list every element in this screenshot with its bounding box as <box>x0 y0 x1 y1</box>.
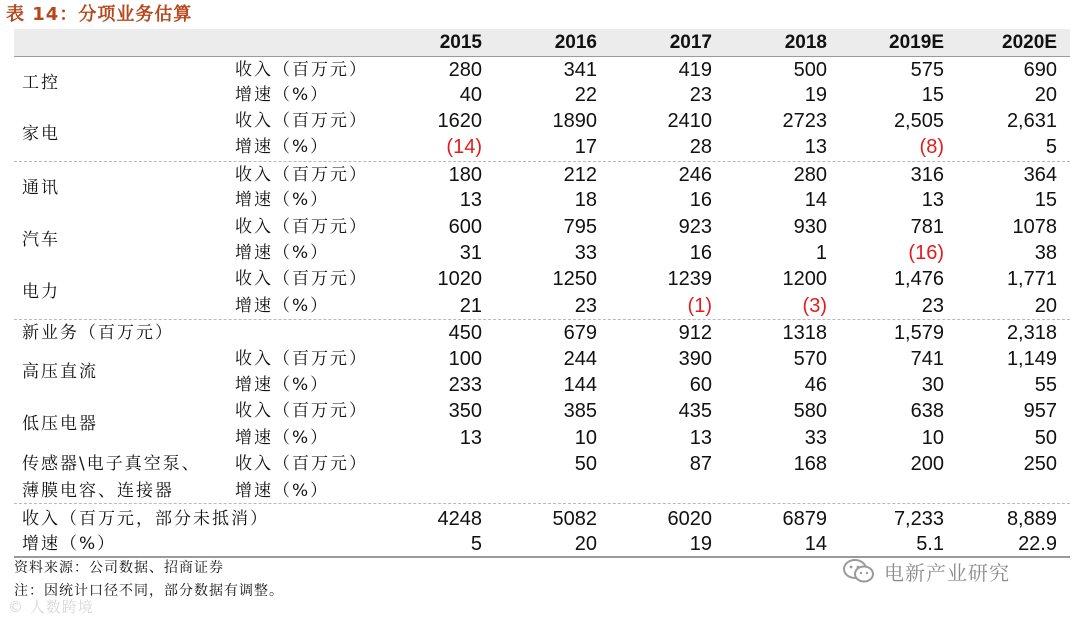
table-cell: 50 <box>1034 427 1057 449</box>
table-cell: 1020 <box>437 268 482 290</box>
table-cell: 690 <box>1023 59 1057 81</box>
table-row <box>0 266 1080 302</box>
table-cell: 40 <box>459 84 482 106</box>
table-cell: 15 <box>921 84 944 106</box>
table-cell: 250 <box>1023 453 1057 475</box>
table-cell: 2410 <box>667 110 712 132</box>
table-cell: 144 <box>563 374 597 396</box>
table-cell: 180 <box>448 164 482 186</box>
table-cell: 14 <box>804 189 827 211</box>
row-category-label: 电力 <box>22 282 60 302</box>
row-metric-label: 增速（%） <box>235 137 330 157</box>
table-cell: 6879 <box>782 508 827 530</box>
table-row <box>0 162 1080 198</box>
column-header-year: 2017 <box>669 32 712 53</box>
row-category-label: 薄膜电容、连接器 <box>22 481 174 501</box>
table-cell: (3) <box>802 295 827 317</box>
table-cell: 212 <box>563 164 597 186</box>
table-cell: 2,505 <box>893 110 944 132</box>
table-cell: 957 <box>1023 400 1057 422</box>
table-cell: 38 <box>1034 242 1057 264</box>
table-cell: 930 <box>793 216 827 238</box>
table-cell: 390 <box>678 348 712 370</box>
table-cell: 2723 <box>782 110 827 132</box>
table-cell: 14 <box>804 533 827 555</box>
row-category-label: 收入（百万元，部分未抵消） <box>22 509 269 529</box>
table-title: 表 14：分项业务估算 <box>6 4 193 25</box>
table-cell: 13 <box>459 427 482 449</box>
row-metric-label: 收入（百万元） <box>235 165 368 185</box>
table-cell: 1,579 <box>893 322 944 344</box>
table-cell: 600 <box>448 216 482 238</box>
row-metric-label: 收入（百万元） <box>235 217 368 237</box>
table-cell: 795 <box>563 216 597 238</box>
table-cell: 16 <box>689 242 712 264</box>
table-cell: 1239 <box>667 268 712 290</box>
table-cell: 10 <box>921 427 944 449</box>
table-cell: 28 <box>689 136 712 158</box>
table-cell: 13 <box>804 136 827 158</box>
table-cell: 5 <box>1045 136 1057 158</box>
table-cell: 22 <box>574 84 597 106</box>
table-cell: 1,476 <box>893 268 944 290</box>
column-header-year: 2020E <box>1002 32 1057 53</box>
table-cell: 450 <box>448 322 482 344</box>
row-metric-label: 收入（百万元） <box>235 401 368 421</box>
table-cell: 435 <box>678 400 712 422</box>
table-cell: 5.1 <box>916 533 944 555</box>
table-cell: 46 <box>804 374 827 396</box>
table-row <box>0 134 1080 160</box>
table-cell: 200 <box>910 453 944 475</box>
row-metric-label: 增速（%） <box>235 296 330 316</box>
brand-logo <box>842 558 1010 584</box>
table-cell: 1,149 <box>1006 348 1057 370</box>
table-row <box>0 398 1080 434</box>
table-cell: 570 <box>793 348 827 370</box>
row-metric-label: 收入（百万元） <box>235 349 368 369</box>
row-metric-label: 收入（百万元） <box>235 269 368 289</box>
table-row <box>0 240 1080 266</box>
footnote: 注：因统计口径不同，部分数据有调整。 <box>14 583 284 599</box>
row-category-label: 通讯 <box>22 178 60 198</box>
column-header-year: 2019E <box>889 32 944 53</box>
table-row <box>0 451 1080 477</box>
table-cell: 350 <box>448 400 482 422</box>
row-category-label: 家电 <box>22 124 60 144</box>
row-metric-label: 收入（百万元） <box>235 60 368 80</box>
table-cell: 4248 <box>437 508 482 530</box>
table-cell: 33 <box>804 427 827 449</box>
table-cell: 246 <box>678 164 712 186</box>
table-cell: 18 <box>574 189 597 211</box>
row-category-label: 汽车 <box>22 230 60 250</box>
row-metric-label: 收入（百万元） <box>235 111 368 131</box>
column-header-year: 2016 <box>554 32 597 53</box>
table-cell: 20 <box>574 533 597 555</box>
table-cell: 21 <box>459 295 482 317</box>
row-metric-label: 增速（%） <box>235 375 330 395</box>
table-cell: 23 <box>921 295 944 317</box>
table-cell: (1) <box>687 295 712 317</box>
table-cell: 912 <box>678 322 712 344</box>
table-cell: 30 <box>921 374 944 396</box>
table-cell: 419 <box>678 59 712 81</box>
row-metric-label: 收入（百万元） <box>235 454 368 474</box>
table-cell: 341 <box>563 59 597 81</box>
table-cell: 580 <box>793 400 827 422</box>
column-header-year: 2015 <box>439 32 482 53</box>
table-cell: 280 <box>448 59 482 81</box>
brand-name: 电新产业研究 <box>884 560 1010 585</box>
table-cell: 1200 <box>782 268 827 290</box>
row-metric-label: 增速（%） <box>235 481 330 501</box>
table-cell: 15 <box>1034 189 1057 211</box>
row-category-label: 高压直流 <box>22 362 98 382</box>
table-cell: (14) <box>446 136 482 158</box>
row-category-label: 增速（%） <box>22 534 117 554</box>
table-cell: 7,233 <box>893 508 944 530</box>
table-cell: 168 <box>793 453 827 475</box>
table-cell: 1250 <box>552 268 597 290</box>
table-cell: 23 <box>689 84 712 106</box>
table-cell: 13 <box>459 189 482 211</box>
column-header-year: 2018 <box>784 32 827 53</box>
table-cell: 6020 <box>667 508 712 530</box>
table-cell: 280 <box>793 164 827 186</box>
table-row <box>0 346 1080 382</box>
table-cell: 1,771 <box>1006 268 1057 290</box>
table-cell: 17 <box>574 136 597 158</box>
table-cell: 33 <box>574 242 597 264</box>
table-cell: 31 <box>459 242 482 264</box>
table-cell: 500 <box>793 59 827 81</box>
table-row <box>0 108 1080 144</box>
table-cell: 13 <box>689 427 712 449</box>
table-row <box>0 214 1080 250</box>
table-cell: 1078 <box>1012 216 1057 238</box>
table-cell: 385 <box>563 400 597 422</box>
table-cell: 1 <box>815 242 827 264</box>
table-row <box>0 187 1080 213</box>
table-cell: (16) <box>908 242 944 264</box>
table-cell: 638 <box>910 400 944 422</box>
row-category-label: 低压电器 <box>22 414 98 434</box>
table-row <box>0 320 1080 346</box>
row-metric-label: 增速（%） <box>235 428 330 448</box>
table-cell: 741 <box>910 348 944 370</box>
table-row <box>0 82 1080 108</box>
table-cell: 13 <box>921 189 944 211</box>
table-cell: 233 <box>448 374 482 396</box>
table-cell: 19 <box>804 84 827 106</box>
table-row <box>0 506 1080 532</box>
table-cell: 60 <box>689 374 712 396</box>
watermark: © 人数跨境 <box>8 598 94 616</box>
table-cell: 50 <box>574 453 597 475</box>
table-cell: 87 <box>689 453 712 475</box>
table-cell: 100 <box>448 348 482 370</box>
table-cell: 364 <box>1023 164 1057 186</box>
table-cell: 22.9 <box>1018 533 1057 555</box>
row-category-label: 工控 <box>22 73 60 93</box>
table-cell: (8) <box>919 136 944 158</box>
table-cell: 20 <box>1034 84 1057 106</box>
table-row <box>0 425 1080 451</box>
table-cell: 8,889 <box>1006 508 1057 530</box>
table-cell: 20 <box>1034 295 1057 317</box>
table-cell: 923 <box>678 216 712 238</box>
row-category-label: 新业务（百万元） <box>22 323 174 343</box>
table-cell: 5 <box>470 533 482 555</box>
table-row <box>0 531 1080 557</box>
row-metric-label: 增速（%） <box>235 190 330 210</box>
source-note: 资料来源：公司数据、招商证券 <box>14 560 224 576</box>
table-cell: 316 <box>910 164 944 186</box>
table-row <box>0 57 1080 93</box>
table-cell: 55 <box>1034 374 1057 396</box>
table-cell: 244 <box>563 348 597 370</box>
table-cell: 10 <box>574 427 597 449</box>
row-category-label: 传感器\电子真空泵、 <box>22 454 201 474</box>
table-cell: 575 <box>910 59 944 81</box>
row-metric-label: 增速（%） <box>235 85 330 105</box>
table-cell: 679 <box>563 322 597 344</box>
table-cell: 2,631 <box>1006 110 1057 132</box>
table-cell: 19 <box>689 533 712 555</box>
table-cell: 16 <box>689 189 712 211</box>
table-cell: 5082 <box>552 508 597 530</box>
table-row <box>0 372 1080 398</box>
table-row <box>0 293 1080 319</box>
table-cell: 1620 <box>437 110 482 132</box>
table-cell: 23 <box>574 295 597 317</box>
table-cell: 1318 <box>782 322 827 344</box>
wechat-icon <box>842 558 876 584</box>
row-metric-label: 增速（%） <box>235 243 330 263</box>
table-row <box>0 478 1080 504</box>
table-cell: 2,318 <box>1006 322 1057 344</box>
table-cell: 781 <box>910 216 944 238</box>
table-cell: 1890 <box>552 110 597 132</box>
